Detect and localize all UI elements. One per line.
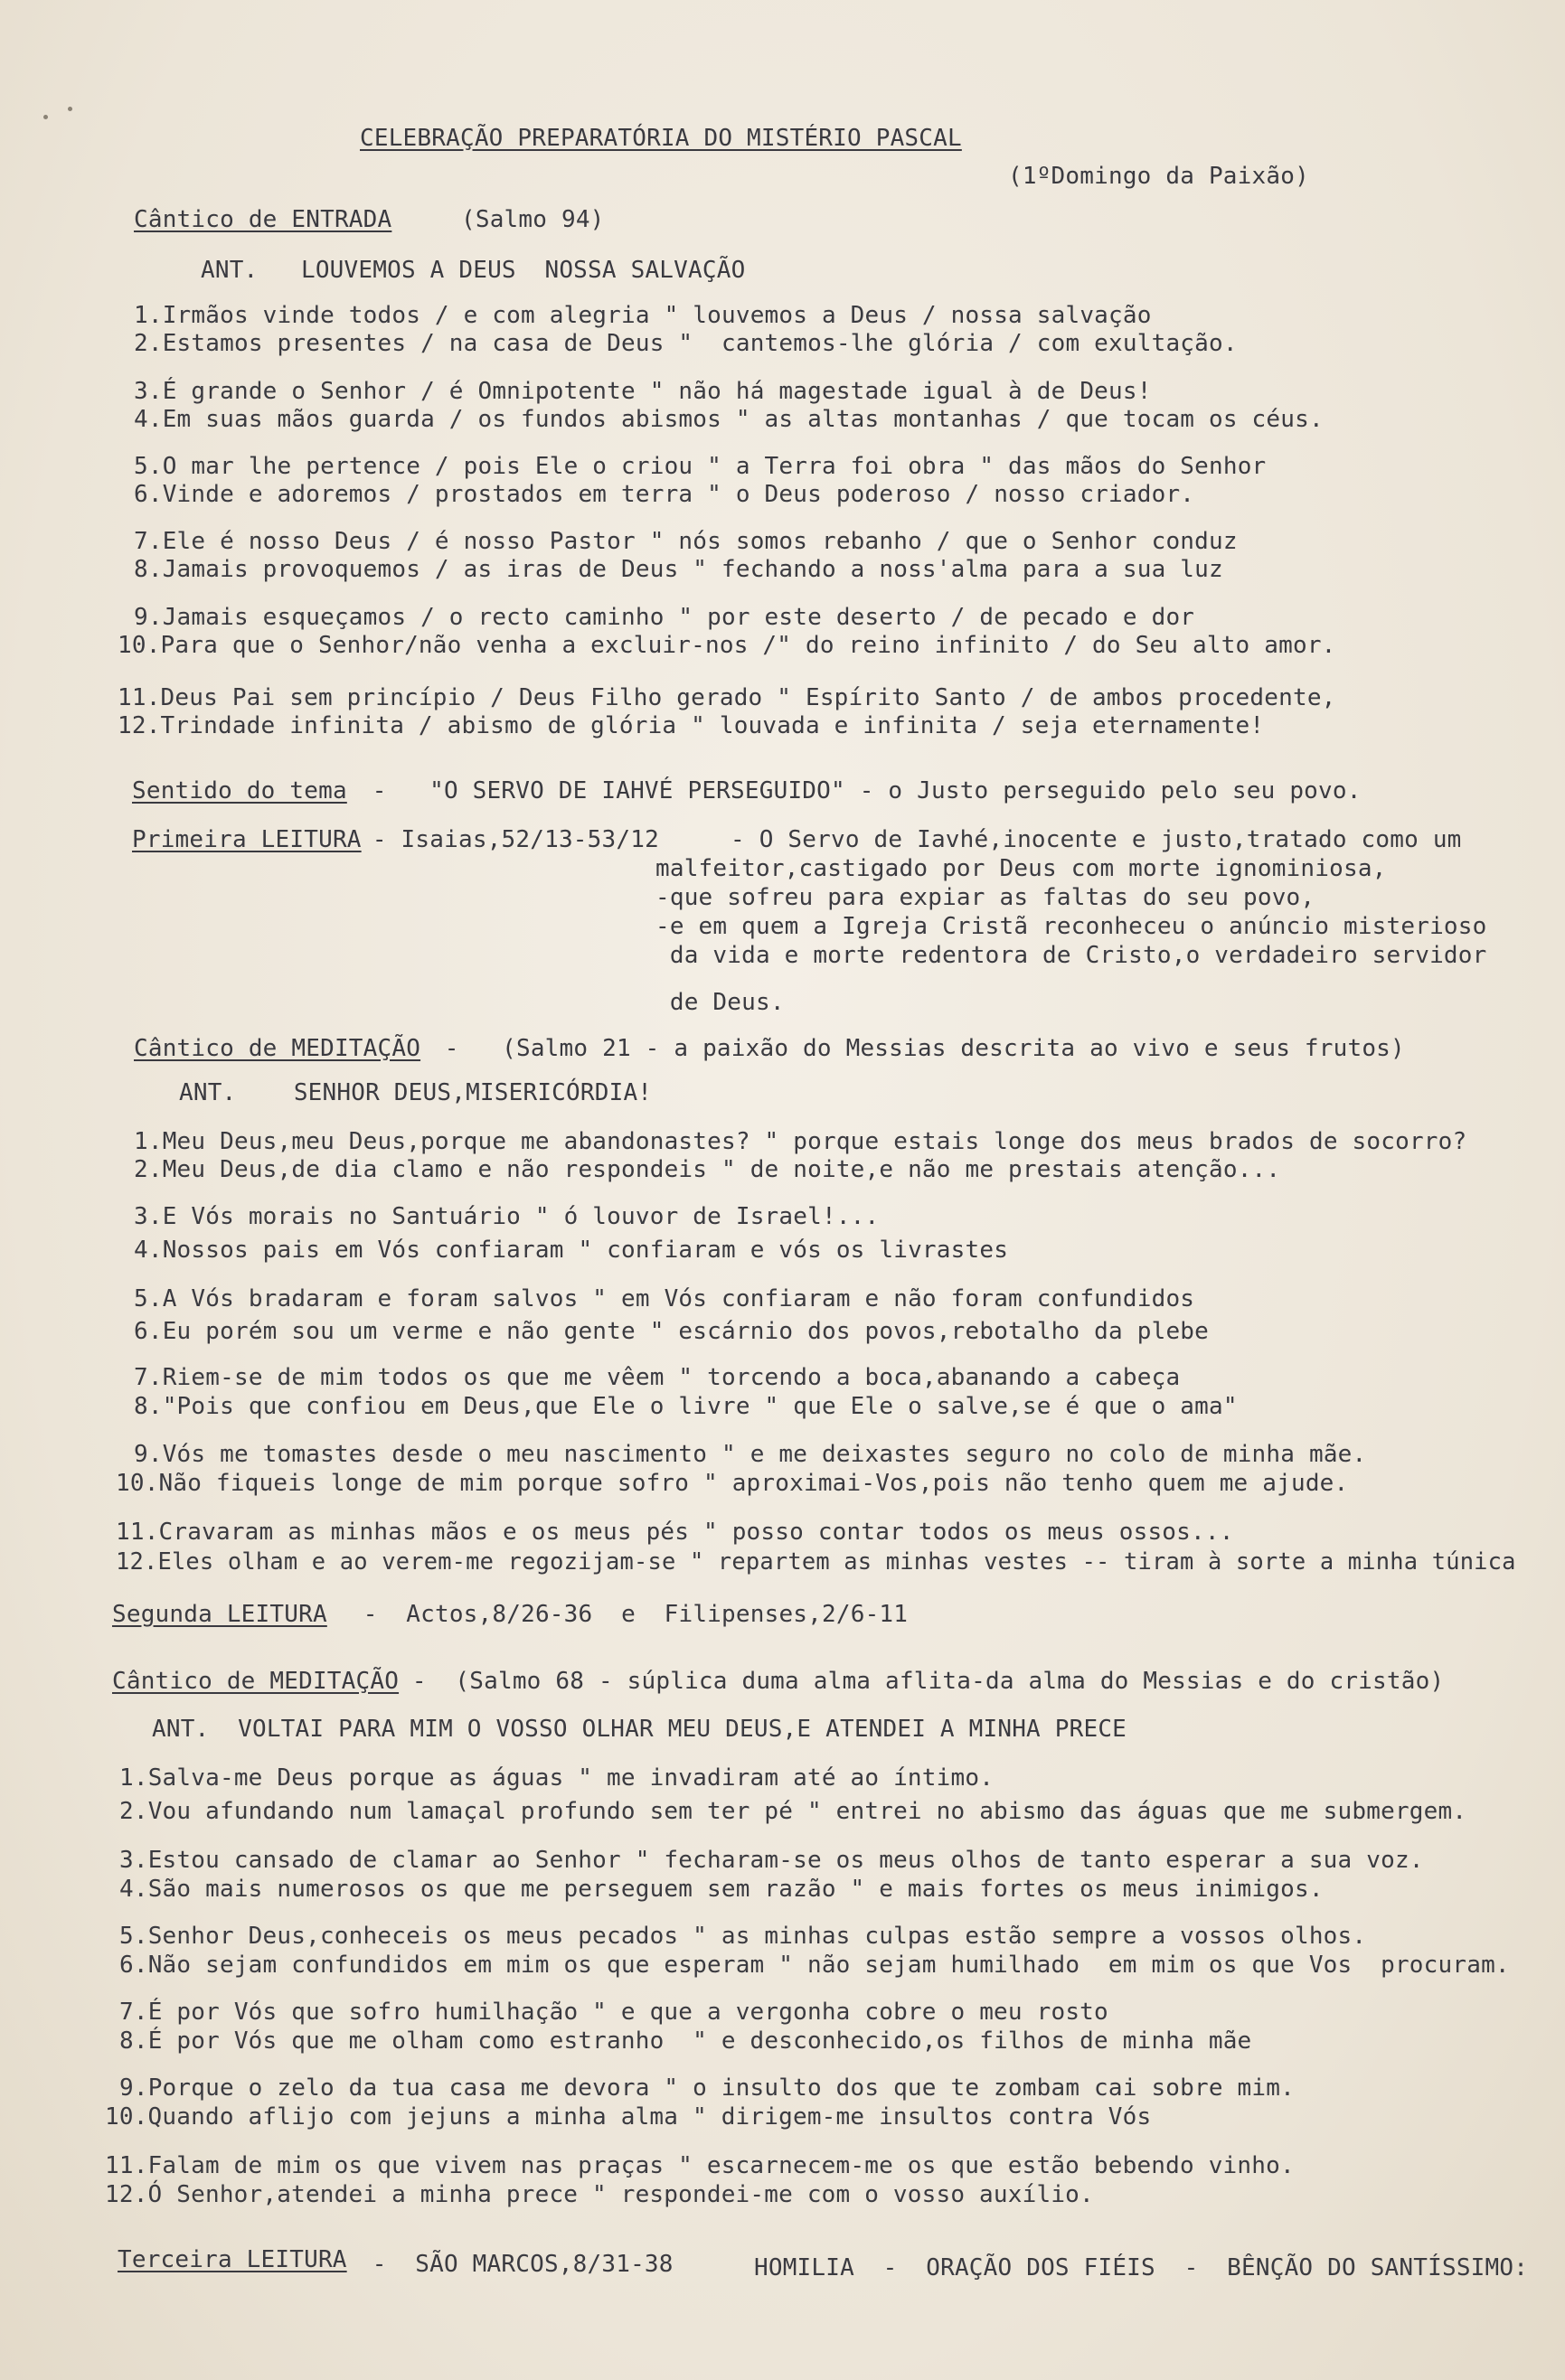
meditacao2-text: - (Salmo 68 - súplica duma alma aflita-da alma do Messias e do cristão) [398, 1668, 1445, 1695]
entrada-verse: 1.Irmãos vinde todos / e com alegria " louvemos a Deus / nossa salvação [134, 302, 1152, 329]
primeira-leitura-label: Primeira LEITURA [132, 826, 362, 853]
meditacao2-verse: 6.Não sejam confundidos em mim os que esperam " não sejam humilhado em mim os que Vos procuram. [119, 1952, 1510, 1979]
sentido-label: Sentido do tema [132, 777, 347, 804]
primeira-leitura-line: - O Servo de Iavhé,inocente e justo,tratado como um [731, 826, 1462, 853]
entrada-verse: 5.O mar lhe pertence / pois Ele o criou " a Terra foi obra " das mãos do Senhor [134, 453, 1267, 480]
meditacao-verse: 2.Meu Deus,de dia clamo e não respondeis " de noite,e não me prestais atenção... [134, 1156, 1281, 1183]
terceira-leitura-label: Terceira LEITURA [118, 2246, 347, 2273]
meditacao-verse: 1.Meu Deus,meu Deus,porque me abandonastes? " porque estais longe dos meus brados de socorro? [134, 1128, 1467, 1155]
entrada-verse: 11.Deus Pai sem princípio / Deus Filho gerado " Espírito Santo / de ambos procedente, [118, 684, 1336, 711]
entrada-antiphon: ANT. LOUVEMOS A DEUS NOSSA SALVAÇÃO [201, 257, 746, 284]
meditacao-verse: 5.A Vós bradaram e foram salvos " em Vós confiaram e não foram confundidos [134, 1285, 1195, 1312]
homilia-line: HOMILIA - ORAÇÃO DOS FIÉIS - BÊNÇÃO DO SANTÍSSIMO: [754, 2254, 1529, 2281]
primeira-leitura-ref: - Isaias,52/13-53/12 [358, 826, 659, 853]
entrada-verse: 12.Trindade infinita / abismo de glória " louvada e infinita / seja eternamente! [118, 712, 1265, 739]
entrada-verse: 2.Estamos presentes / na casa de Deus " cantemos-lhe glória / com exultação. [134, 330, 1238, 357]
entrada-verse: 10.Para que o Senhor/não venha a excluir-nos /" do reino infinito / do Seu alto amor. [118, 632, 1336, 659]
document-title: CELEBRAÇÃO PREPARATÓRIA DO MISTÉRIO PASCAL [360, 125, 962, 152]
meditacao-verse: 12.Eles olham e ao verem-me regozijam-se " repartem as minhas vestes -- tiram à sorte a minha túnica [116, 1547, 1516, 1575]
meditacao2-label: Cântico de MEDITAÇÃO [112, 1668, 400, 1695]
meditacao-antiphon: ANT. SENHOR DEUS,MISERICÓRDIA! [179, 1079, 653, 1106]
meditacao2-verse: 5.Senhor Deus,conheceis os meus pecados " as minhas culpas estão sempre a vossos olhos. [119, 1923, 1367, 1950]
meditacao2-verse: 11.Falam de mim os que vivem nas praças " escarnecem-me os que estão bebendo vinho. [105, 2152, 1295, 2179]
meditacao-verse: 3.E Vós morais no Santuário " ó louvor de Israel!... [134, 1203, 880, 1230]
terceira-leitura-text: - SÃO MARCOS,8/31-38 [344, 2251, 674, 2278]
entrada-verse: 8.Jamais provoquemos / as iras de Deus " fechando a noss'alma para a sua luz [134, 556, 1223, 583]
meditacao2-verse: 3.Estou cansado de clamar ao Senhor " fecharam-se os meus olhos de tanto esperar a sua voz. [119, 1847, 1424, 1874]
primeira-leitura-line: de Deus. [655, 989, 785, 1016]
meditacao2-verse: 4.São mais numerosos os que me perseguem sem razão " e mais fortes os meus inimigos. [119, 1876, 1324, 1903]
entrada-verse: 4.Em suas mãos guarda / os fundos abismos " as altas montanhas / que tocam os céus. [134, 406, 1324, 433]
segunda-leitura-label: Segunda LEITURA [112, 1601, 327, 1628]
meditacao2-verse: 8.É por Vós que me olham como estranho " e desconhecido,os filhos de minha mãe [119, 2027, 1252, 2055]
meditacao-label: Cântico de MEDITAÇÃO [134, 1035, 421, 1062]
meditacao2-verse: 7.É por Vós que sofro humilhação " e que a vergonha cobre o meu rosto [119, 1999, 1108, 2026]
meditacao-verse: 8."Pois que confiou em Deus,que Ele o livre " que Ele o salve,se é que o ama" [134, 1393, 1238, 1420]
primeira-leitura-line: da vida e morte redentora de Cristo,o verdadeiro servidor [655, 942, 1487, 969]
sentido-text: - "O SERVO DE IAHVÉ PERSEGUIDO" - o Justo perseguido pelo seu povo. [344, 777, 1362, 804]
paper-speck [68, 107, 72, 111]
primeira-leitura-line: malfeitor,castigado por Deus com morte ignominiosa, [655, 855, 1387, 882]
primeira-leitura-line: -que sofreu para expiar as faltas do seu povo, [655, 884, 1315, 911]
entrada-verse: 9.Jamais esqueçamos / o recto caminho " por este deserto / de pecado e dor [134, 604, 1195, 631]
primeira-leitura-line: -e em quem a Igreja Cristã reconheceu o anúncio misterioso [655, 913, 1487, 940]
segunda-leitura-text: - Actos,8/26-36 e Filipenses,2/6-11 [335, 1601, 909, 1628]
entrada-psalm: (Salmo 94) [461, 206, 605, 233]
entrada-verse: 7.Ele é nosso Deus / é nosso Pastor " nós somos rebanho / que o Senhor conduz [134, 528, 1238, 555]
meditacao-verse: 10.Não fiqueis longe de mim porque sofro " aproximai-Vos,pois não tenho quem me ajude. [116, 1470, 1349, 1497]
meditacao2-verse: 12.Ó Senhor,atendei a minha prece " respondei-me com o vosso auxílio. [105, 2181, 1094, 2208]
meditacao-verse: 4.Nossos pais em Vós confiaram " confiaram e vós os livrastes [134, 1237, 1009, 1264]
meditacao2-verse: 1.Salva-me Deus porque as águas " me invadiram até ao íntimo. [119, 1764, 995, 1792]
meditacao2-antiphon: ANT. VOLTAI PARA MIM O VOSSO OLHAR MEU DEUS,E ATENDEI A MINHA PRECE [152, 1716, 1127, 1743]
meditacao-verse: 7.Riem-se de mim todos os que me vêem " torcendo a boca,abanando a cabeça [134, 1364, 1181, 1391]
entrada-verse: 6.Vinde e adoremos / prostados em terra " o Deus poderoso / nosso criador. [134, 481, 1195, 508]
meditacao-text: - (Salmo 21 - a paixão do Messias descrita ao vivo e seus frutos) [416, 1035, 1405, 1062]
meditacao-verse: 9.Vós me tomastes desde o meu nascimento " e me deixastes seguro no colo de minha mãe. [134, 1441, 1367, 1468]
paper-speck [43, 115, 48, 119]
meditacao2-verse: 10.Quando aflijo com jejuns a minha alma " dirigem-me insultos contra Vós [105, 2103, 1152, 2131]
meditacao-verse: 11.Cravaram as minhas mãos e os meus pés " posso contar todos os meus ossos... [116, 1519, 1234, 1546]
meditacao-verse: 6.Eu porém sou um verme e não gente " escárnio dos povos,rebotalho da plebe [134, 1318, 1209, 1345]
entrada-verse: 3.É grande o Senhor / é Omnipotente " não há magestade igual à de Deus! [134, 378, 1152, 405]
meditacao2-verse: 9.Porque o zelo da tua casa me devora " o insulto dos que te zombam cai sobre mim. [119, 2074, 1295, 2102]
document-subtitle: (1ºDomingo da Paixão) [1008, 163, 1309, 190]
entrada-label: Cântico de ENTRADA [134, 206, 392, 233]
meditacao2-verse: 2.Vou afundando num lamaçal profundo sem ter pé " entrei no abismo das águas que me submergem. [119, 1798, 1467, 1825]
